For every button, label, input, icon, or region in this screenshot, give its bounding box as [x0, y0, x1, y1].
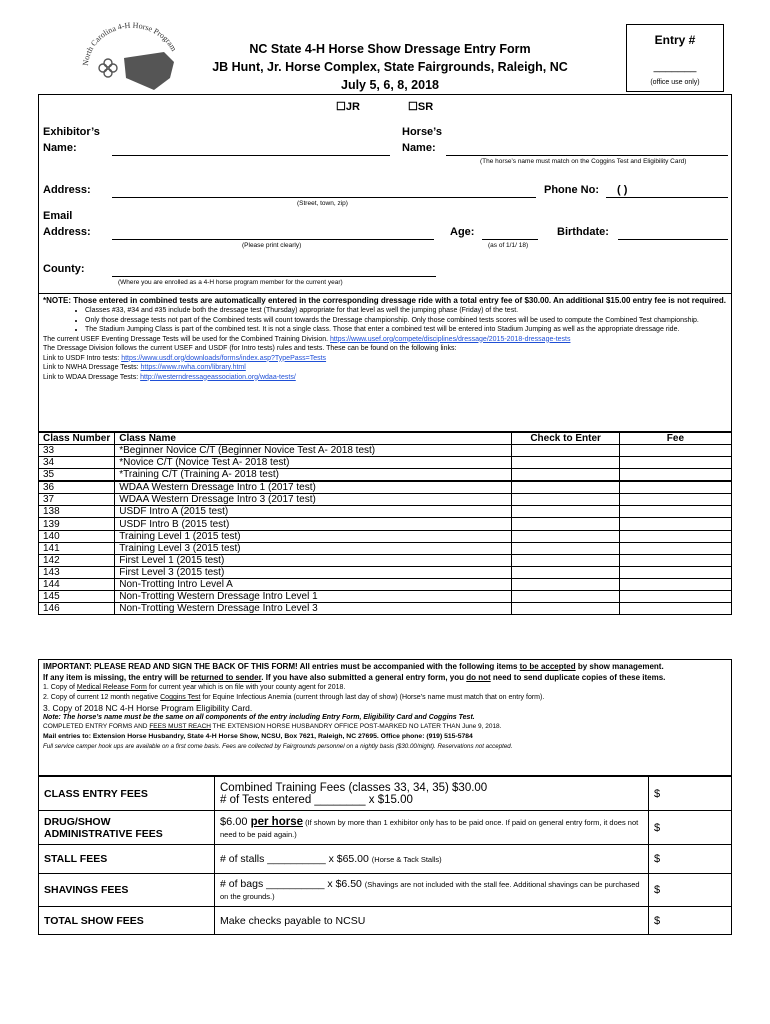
county-label: County:: [43, 263, 85, 275]
class-fee-cell[interactable]: [619, 518, 731, 530]
usdf-text: Link to USDF Intro tests:: [43, 354, 120, 362]
deadline-text: THE EXTENSION HORSE HUSBANDRY OFFICE POST-MARKED NO LATER THAN June 9, 2018.: [210, 723, 502, 730]
class-name: Training Level 3 (2015 test): [115, 542, 512, 554]
birthdate-label: Birthdate:: [557, 226, 609, 238]
req-text: 1. Copy of: [43, 684, 77, 691]
class-fee-cell[interactable]: [619, 554, 731, 566]
fee-main: # of bags __________ x $6.50: [220, 878, 365, 890]
class-fee-cell[interactable]: [619, 578, 731, 590]
class-row: [39, 591, 732, 603]
nwha-text: Link to NWHA Dressage Tests:: [43, 364, 139, 371]
camper-line: Full service camper hook ups are available on a first come basis. Fees are collected by Fairgrounds personnel on a nightly basis ($30.00/night). Reservations not accepted.: [43, 743, 513, 750]
exhibitor-name-field[interactable]: [112, 155, 390, 156]
nwha-link[interactable]: https://www.nwha.com/library.html: [140, 364, 246, 371]
horse-name-field[interactable]: [446, 155, 728, 156]
col-class-number: Class Number: [39, 433, 115, 445]
fee-note: (Horse & Tack Stalls): [371, 855, 442, 864]
class-check-cell[interactable]: [512, 445, 619, 457]
class-number: 35: [39, 469, 115, 482]
fee-desc: [215, 811, 649, 845]
exhibitor-label: Exhibitor’s: [43, 126, 100, 138]
class-fee-cell[interactable]: [619, 542, 731, 554]
age-label: Age:: [450, 226, 475, 238]
important-line-2: [39, 672, 731, 683]
phone-label: Phone No:: [544, 184, 599, 196]
class-row: [39, 445, 732, 457]
exhibitor-name-label: Name:: [43, 142, 77, 154]
requirement-1: [39, 683, 731, 693]
class-row: [39, 457, 732, 469]
class-row: [39, 566, 732, 578]
important-underline: do not: [466, 673, 491, 682]
class-fee-cell[interactable]: [619, 566, 731, 578]
requirement-3: 3. Copy of 2018 NC 4-H Horse Program Eligibility Card.: [43, 703, 253, 713]
class-check-cell[interactable]: [512, 603, 619, 615]
sr-checkbox[interactable]: ☐SR: [408, 101, 434, 113]
show-dates: July 5, 6, 8, 2018: [341, 78, 439, 92]
class-fee-cell[interactable]: [619, 445, 731, 457]
class-name: Non-Trotting Intro Level A: [115, 578, 512, 590]
class-row: [39, 603, 732, 615]
fee-desc[interactable]: [215, 874, 649, 907]
medical-release-link: Medical Release Form: [76, 684, 147, 691]
req-text: for Equine Infectious Anemia (current through last day of show) (Horse’s name must match that on entry form).: [200, 694, 545, 701]
horse-name-caption: (The horse’s name must match on the Coggins Test and Eligibility Card): [480, 158, 687, 165]
class-number: 141: [39, 542, 115, 554]
class-check-cell[interactable]: [512, 469, 619, 482]
req-text: for current year which is on file with your county agent for 2018.: [146, 684, 346, 691]
note-bullet: • Classes #33, #34 and #35 include both the dressage test (Thursday) appropriate for that level as well the jumping phase (Friday) of the test.: [85, 306, 731, 316]
class-number: 140: [39, 530, 115, 542]
class-name: *Beginner Novice C/T (Beginner Novice Test A- 2018 test): [115, 445, 512, 457]
class-check-cell[interactable]: [512, 566, 619, 578]
entry-number-box[interactable]: [626, 24, 724, 92]
fee-name-line: ADMINISTRATIVE FEES: [44, 827, 163, 840]
important-line-1: [39, 660, 731, 672]
phone-field[interactable]: ( ): [617, 184, 628, 196]
division-text: The Dressage Division follows the current USEF and USDF (for Intro tests) rules and tests. These can be found on the following links:: [43, 345, 457, 352]
fee-amount[interactable]: $: [649, 907, 732, 935]
class-row: [39, 554, 732, 566]
important-underline: returned to sender: [191, 673, 262, 682]
class-row: [39, 518, 732, 530]
fee-note: (If shown by more than 1 exhibitor only has to be paid once. If paid on general entry form, it does not need to be paid again.): [220, 817, 639, 839]
office-use-caption: (office use only): [650, 79, 700, 86]
class-fee-cell[interactable]: [619, 457, 731, 469]
fee-note: (Shavings are not included with the stall fee. Additional shavings can be purchased on the grounds.): [220, 880, 640, 901]
class-check-cell[interactable]: [512, 481, 619, 494]
nwha-line: [39, 363, 731, 373]
deadline-underline: FEES MUST REACH: [149, 723, 211, 730]
mail-line: Mail entries to: Extension Horse Husbandry, State 4-H Horse Show, NCSU, Box 7621, Raleigh, NC 27695. Office phone: (919) 515-5784: [43, 733, 473, 740]
class-name: Non-Trotting Western Dressage Intro Level 1: [115, 591, 512, 603]
class-check-cell[interactable]: [512, 578, 619, 590]
class-row: [39, 469, 732, 482]
fee-name: CLASS ENTRY FEES: [39, 777, 215, 811]
class-number: 33: [39, 445, 115, 457]
note-box: [38, 293, 732, 432]
important-text: IMPORTANT: PLEASE READ AND SIGN THE BACK OF THIS FORM! All entries must be accompanied with the following items: [43, 662, 520, 671]
class-number: 36: [39, 481, 115, 494]
fee-row-class-entry: [39, 777, 732, 811]
class-number: 146: [39, 603, 115, 615]
class-number: 144: [39, 578, 115, 590]
class-name: *Training C/T (Training A- 2018 test): [115, 469, 512, 482]
important-box: [38, 659, 732, 776]
class-row: [39, 494, 732, 506]
requirement-2: [39, 693, 731, 703]
fee-main: # of stalls __________ x $65.00: [220, 853, 372, 865]
note-bullets: [85, 306, 731, 335]
class-number: 142: [39, 554, 115, 566]
horse-name-note: Note: The horse’s name must be the same on all components of the entry including Entry Form, Eligibility Card and Coggins Test.: [43, 714, 475, 721]
usdf-link[interactable]: https://www.usdf.org/downloads/forms/index.asp?TypePass=Tests: [121, 354, 327, 362]
note-bullet: • Only those dressage tests not part of the Combined tests will count towards the Dressage championship. Only those combined tests scores will be used to compute the Combined Test championship.: [85, 316, 731, 326]
fee-amount[interactable]: $: [649, 777, 732, 811]
class-table-header: [39, 433, 732, 445]
class-name: USDF Intro B (2015 test): [115, 518, 512, 530]
class-row: [39, 506, 732, 518]
class-fee-cell[interactable]: [619, 591, 731, 603]
age-caption: (as of 1/1/ 18): [488, 242, 529, 249]
class-fee-cell[interactable]: [619, 603, 731, 615]
coggins-test-link: Coggins Test: [160, 694, 201, 701]
class-table: [38, 432, 732, 615]
horse-name-label: Name:: [402, 142, 436, 154]
class-name: First Level 1 (2015 test): [115, 554, 512, 566]
class-name: WDAA Western Dressage Intro 3 (2017 test): [115, 494, 512, 506]
county-field[interactable]: [112, 276, 436, 277]
page-subtitle: JB Hunt, Jr. Horse Complex, State Fairgrounds, Raleigh, NC: [212, 60, 568, 74]
email-field[interactable]: [112, 239, 434, 240]
class-name: Training Level 1 (2015 test): [115, 530, 512, 542]
col-fee: Fee: [619, 433, 731, 445]
fee-amount[interactable]: $: [649, 845, 732, 874]
class-check-cell[interactable]: [512, 494, 619, 506]
fee-row-stall: [39, 845, 732, 874]
address-label: Address:: [43, 184, 91, 196]
note-main: *NOTE: Those entered in combined tests are automatically entered in the corresponding dressage ride with a total entry fee of $30.00. An additional $15.00 entry fee is not required.: [43, 296, 726, 305]
class-name: Non-Trotting Western Dressage Intro Level 3: [115, 603, 512, 615]
important-text: If any item is missing, the entry will be: [43, 673, 192, 682]
class-fee-cell[interactable]: [619, 481, 731, 494]
per-horse: per horse: [250, 815, 304, 828]
class-row: [39, 542, 732, 554]
horse-label: Horse’s: [402, 126, 442, 138]
class-number: 143: [39, 566, 115, 578]
usef-text: The current USEF Eventing Dressage Tests will be used for the Combined Training Division.: [43, 335, 329, 343]
class-name: *Novice C/T (Novice Test A- 2018 test): [115, 457, 512, 469]
class-row: [39, 530, 732, 542]
age-field[interactable]: [482, 239, 538, 240]
fee-name: STALL FEES: [39, 845, 215, 874]
class-check-cell[interactable]: [512, 457, 619, 469]
fees-table: [38, 776, 732, 935]
page-title: NC State 4-H Horse Show Dressage Entry Form: [249, 42, 531, 56]
col-class-name: Class Name: [115, 433, 512, 445]
fee-desc: [215, 777, 649, 811]
class-number: 34: [39, 457, 115, 469]
class-check-cell[interactable]: [512, 518, 619, 530]
address-field[interactable]: [112, 197, 536, 198]
fee-name: [39, 811, 215, 845]
class-name: USDF Intro A (2015 test): [115, 506, 512, 518]
usdf-line: [39, 354, 731, 364]
class-number: 145: [39, 591, 115, 603]
fee-name: SHAVINGS FEES: [39, 874, 215, 907]
class-fee-cell[interactable]: [619, 469, 731, 482]
fee-desc[interactable]: [215, 845, 649, 874]
fee-amount[interactable]: $: [649, 874, 732, 907]
fee-name: TOTAL SHOW FEES: [39, 907, 215, 935]
col-check-to-enter: Check to Enter: [512, 433, 619, 445]
req-text: 2. Copy of current 12 month negative: [43, 694, 161, 701]
fee-line[interactable]: # of Tests entered ________ x $15.00: [220, 793, 413, 806]
important-text: . If you have also submitted a general entry form, you: [261, 673, 467, 682]
fee-amount[interactable]: $: [649, 811, 732, 845]
fee-line: Combined Training Fees (classes 33, 34, 35) $30.00: [220, 781, 488, 794]
email-caption: (Please print clearly): [242, 242, 302, 249]
class-number: 139: [39, 518, 115, 530]
class-row: [39, 578, 732, 590]
deadline-text: COMPLETED ENTRY FORMS AND: [43, 723, 150, 730]
info-frame: [38, 94, 732, 293]
class-name: First Level 3 (2015 test): [115, 566, 512, 578]
email-address-label: Address:: [43, 226, 91, 238]
birthdate-field[interactable]: [618, 239, 728, 240]
county-caption: (Where you are enrolled as a 4-H horse program member for the current year): [118, 279, 343, 286]
class-check-cell[interactable]: [512, 530, 619, 542]
class-check-cell[interactable]: [512, 554, 619, 566]
class-fee-cell[interactable]: [619, 530, 731, 542]
class-fee-cell[interactable]: [619, 494, 731, 506]
email-label: Email: [43, 210, 73, 222]
phone-field-line: [606, 197, 728, 198]
entry-blank: _______: [653, 61, 697, 73]
fee-main: $6.00: [220, 815, 251, 828]
wdaa-line: [39, 373, 731, 383]
class-number: 37: [39, 494, 115, 506]
entry-label: Entry #: [654, 33, 696, 47]
address-caption: (Street, town, zip): [297, 200, 348, 207]
class-number: 138: [39, 506, 115, 518]
fee-row-drug: [39, 811, 732, 845]
class-row: [39, 481, 732, 494]
important-text: by show management.: [575, 662, 664, 671]
deadline-line: [39, 722, 731, 732]
logo-arc-text: North Carolina 4-H Horse Program: [80, 20, 179, 67]
class-fee-cell[interactable]: [619, 506, 731, 518]
fee-row-total: [39, 907, 732, 935]
class-check-cell[interactable]: [512, 542, 619, 554]
jr-checkbox[interactable]: ☐JR: [336, 101, 360, 113]
wdaa-link[interactable]: http://westerndressageassociation.org/wdaa-tests/: [140, 373, 296, 381]
fee-desc: Make checks payable to NCSU: [215, 907, 649, 935]
fee-row-shavings: [39, 874, 732, 907]
usef-line: [39, 335, 731, 345]
fee-name-line: DRUG/SHOW: [44, 815, 111, 828]
class-check-cell[interactable]: [512, 506, 619, 518]
logo: [74, 18, 184, 96]
class-name: WDAA Western Dressage Intro 1 (2017 test): [115, 481, 512, 494]
class-check-cell[interactable]: [512, 591, 619, 603]
wdaa-text: Link to WDAA Dressage Tests:: [43, 373, 139, 381]
important-underline: to be accepted: [519, 662, 576, 671]
important-text: need to send duplicate copies of these items.: [490, 673, 666, 682]
note-bullet: • The Stadium Jumping Class is part of the combined test. It is not a single class. Those that enter a combined test will be entered into Stadium Jumping as well as the appropriate dressage ride.: [85, 325, 731, 335]
usef-link[interactable]: https://www.usef.org/compete/disciplines/dressage/2015-2018-dressage-tests: [330, 335, 571, 343]
